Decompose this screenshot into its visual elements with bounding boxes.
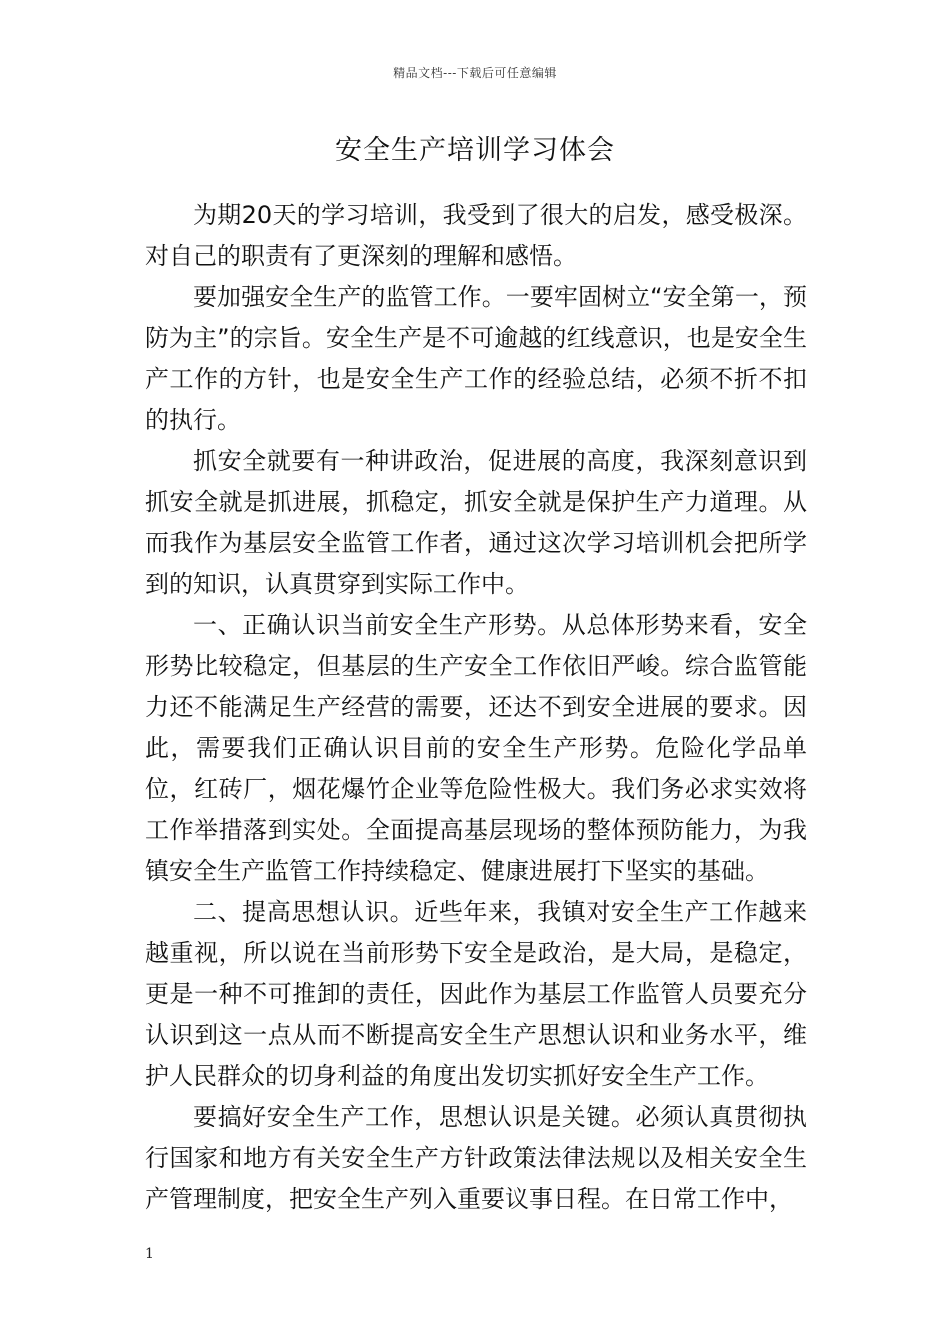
document-title: 安全生产培训学习体会 — [335, 135, 615, 166]
paragraph: 为期20天的学习培训，我受到了很大的启发，感受极深。对自己的职责有了更深刻的理解和感悟。 — [145, 201, 807, 270]
document-body — [145, 195, 807, 1220]
paragraph: 二、提高思想认识。近些年来，我镇对安全生产工作越来越重视，所以说在当前形势下安全是政治，是大局，是稳定，更是一种不可推卸的责任，因此作为基层工作监管人员要充分认识到这一点从而不断提高安全生产思想认识和业务水平，维护人民群众的切身利益的角度出发切实抓好安全生产工作。 — [145, 898, 807, 1090]
page-number: 1 — [145, 1246, 154, 1262]
page-header-note: 精品文档---下载后可任意编辑 — [393, 66, 557, 80]
paragraph: 一、正确认识当前安全生产形势。从总体形势来看，安全形势比较稳定，但基层的生产安全工作依旧严峻。综合监管能力还不能满足生产经营的需要，还达不到安全进展的要求。因此，需要我们正确认识目前的安全生产形势。危险化学品单位，红砖厂，烟花爆竹企业等危险性极大。我们务必求实效将工作举措落到实处。全面提高基层现场的整体预防能力，为我镇安全生产监管工作持续稳定、健康进展打下坚实的基础。 — [145, 611, 807, 885]
paragraph: 要搞好安全生产工作，思想认识是关键。必须认真贯彻执行国家和地方有关安全生产方针政策法律法规以及相关安全生产管理制度，把安全生产列入重要议事日程。在日常工作中， — [145, 1103, 807, 1213]
paragraph: 抓安全就要有一种讲政治，促进展的高度，我深刻意识到抓安全就是抓进展，抓稳定，抓安全就是保护生产力道理。从而我作为基层安全监管工作者，通过这次学习培训机会把所学到的知识，认真贯穿到实际工作中。 — [145, 447, 807, 598]
paragraph: 要加强安全生产的监管工作。一要牢固树立“安全第一，预防为主”的宗旨。安全生产是不可逾越的红线意识，也是安全生产工作的方针，也是安全生产工作的经验总结，必须不折不扣的执行。 — [145, 283, 807, 434]
